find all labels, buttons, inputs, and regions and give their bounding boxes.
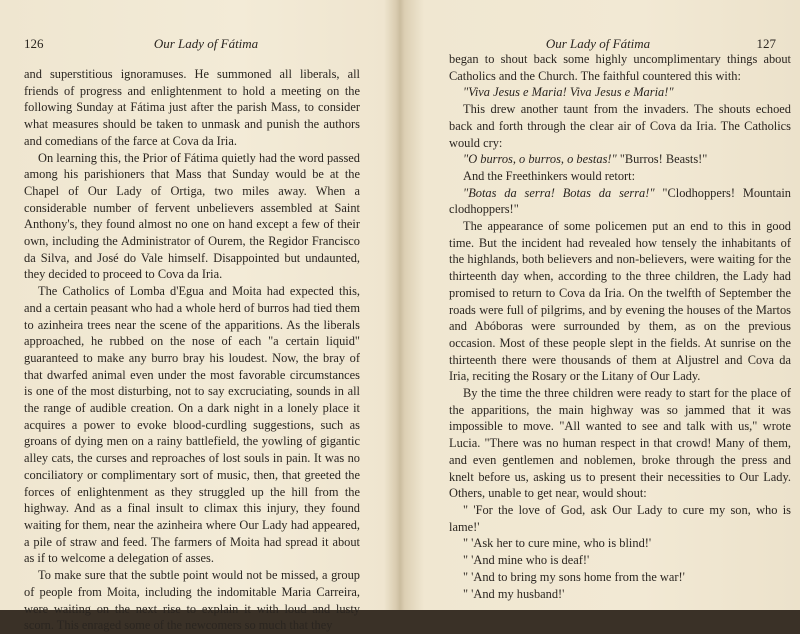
quote-italic: "Botas da serra! Botas da serra!": [463, 185, 655, 200]
dialog-line: " 'Ask her to cure mine, who is blind!': [463, 536, 652, 551]
paragraph: and superstitious ignoramuses. He summoned all liberals, all friends of progress and enlightenment to hold a meeting on the following Sunday at Fátima just after the parish Mass, to consider what measures should be taken to unmask and punish the authors and comedians of the farce at Cova da Iria.: [24, 67, 360, 148]
running-title: Our Lady of Fátima: [153, 36, 259, 51]
dialog-line: " 'And to bring my sons home from the war!': [463, 569, 685, 584]
quote-translation: "Burros! Beasts!": [616, 152, 708, 167]
quote-line: [449, 185, 791, 218]
page-number: 126: [24, 36, 44, 51]
paragraph: The appearance of some policemen put an end to this in good time. But the incident had revealed how tensely the inhabitants of the highlands, both believers and non-believers, were waiting for the thirteenth day when, according to the three children, the Lady had promised to return to Cova da Iria. On the twelfth of September the roads were full of pilgrims, and by evening the houses of the Martos and Abóboras were surrounded by them, as on the previous occasion. Most of these people slept in the fields. At sunrise on the thirteenth there were thousands of them at Aljustrel and Cova da Iria, reciting the Rosary or the Litany of Our Lady.: [449, 219, 791, 384]
dialog-line: " 'For the love of God, ask Our Lady to cure my son, who is lame!': [449, 502, 791, 534]
dialog-line: " 'And my husband!': [463, 586, 565, 601]
paragraph: began to shout back some highly uncomplimentary things about Catholics and the Church. The faithful countered this with:: [449, 52, 791, 83]
paragraph: The Catholics of Lomba d'Egua and Moita had expected this, and a certain peasant who had a whole herd of burros had tied them to azinheira trees near the scene of the apparitions. As the liberals approached, he rubbed on the nose of each "a certain liquid" guaranteed to make any burro bray his loudest. Now, the bray of that dwarfed animal even under the most favorable circumstances is one of the most disturbing, not to say excruciating, sounds in all the range of audible creation. On a dark night in a lonely place it acquires a power to evoke blood-curdling suggestions, such as groans of dying men on a rainy battlefield, the yowling of gigantic alley cats, the curses and reproaches of lost souls in pain. It was no conciliatory or complimentary sort of music, then, that greeted the forces of enlightenment as they struggled up the hill from the highway. And as a final insult to climax this injury, they found waiting for them, near the azinheira where Our Lady had appeared, a pile of straw and feed. The farmers of Moita had spread it about as if to welcome a delegation of asses.: [24, 284, 360, 566]
dialog-line: " 'And mine who is deaf!': [463, 553, 590, 568]
quote-line: [449, 151, 791, 168]
paragraph: By the time the three children were ready to start for the place of the apparitions, the main highway was so jammed that it was impossible to move. "All wanted to see and talk with us," wrote Lucia. "There was no human respect in that crowd! Many of them, and even gentlemen and noblemen, broke through the press and knelt before us, asking us to present their necessities to Our Lady. Others, unable to get near, would shout:: [449, 386, 791, 501]
paragraph: To make sure that the subtle point would not be missed, a group of people from Moita, including the indomitable Maria Carreira, were waiting on the next rise to explain it with loud and lusty scorn. This enraged some of the newcomers so much that they: [24, 568, 360, 633]
left-page: [0, 0, 392, 633]
quote-translation: "Clodhoppers! Mountain clodhoppers!": [449, 185, 791, 217]
page-number: 127: [756, 36, 776, 51]
right-page: [408, 0, 800, 610]
running-title: Our Lady of Fátima: [545, 36, 651, 51]
paragraph: This drew another taunt from the invaders. The shouts echoed back and forth through the clear air of Cova da Iria. The Catholics would cry:: [449, 102, 791, 150]
paragraph: On learning this, the Prior of Fátima quietly had the word passed among his parishioners that Mass that Sunday would be at the Chapel of Our Lady of Ortiga, two miles away. When a considerable number of fervent unbelievers assembled at Saint Anthony's, they found almost no one on hand except a few of their own, including the Administrator of Ourem, the Regidor Francisco da Silva, and José do Vale himself. Disappointed but undaunted, they decided to proceed to Cova da Iria.: [24, 150, 360, 282]
quote-italic: "O burros, o burros, o bestas!": [463, 152, 617, 167]
page-body: [449, 51, 791, 602]
page-body: [24, 66, 360, 634]
paragraph: And the Freethinkers would retort:: [463, 168, 636, 183]
quote-line: "Viva Jesus e Maria! Viva Jesus e Maria!": [463, 85, 674, 100]
